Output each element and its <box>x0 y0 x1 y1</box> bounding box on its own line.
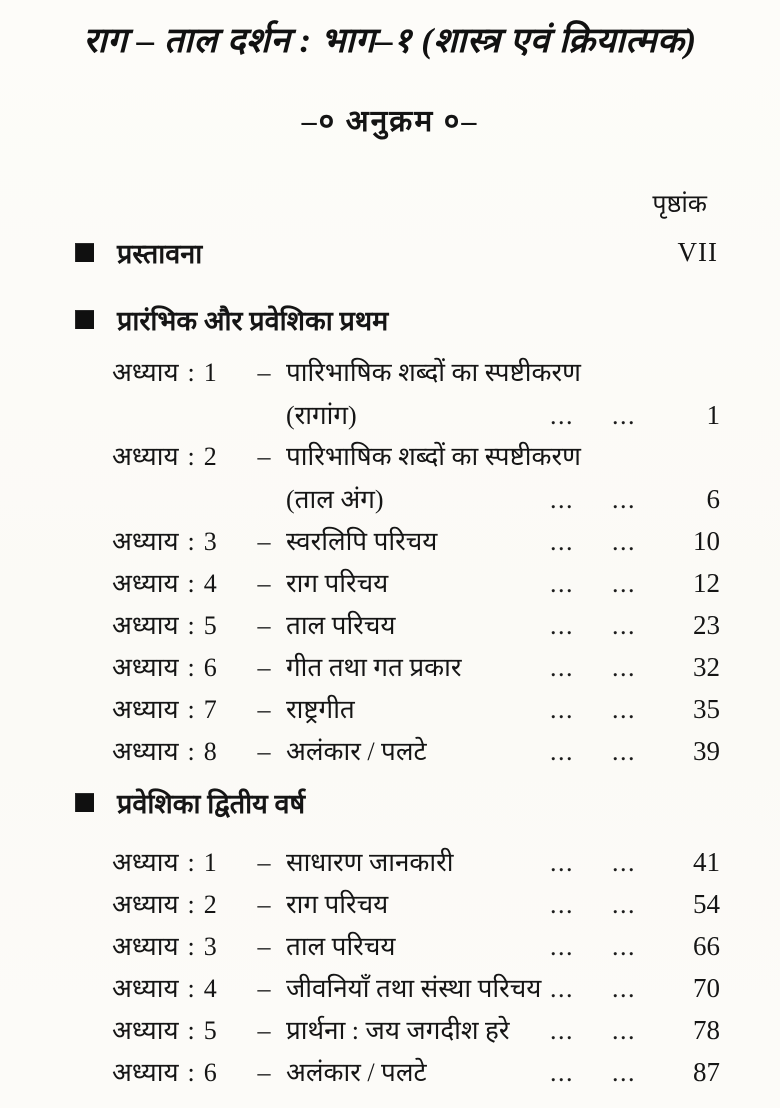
dots-leader: ... <box>612 890 636 919</box>
dash-separator: – <box>257 1016 271 1045</box>
dots-leader: ... <box>612 737 636 766</box>
chapter-list <box>112 352 720 772</box>
dots-leader: ... <box>550 653 574 682</box>
chapter-number-cell <box>112 968 242 1010</box>
colon-separator: : <box>187 1058 195 1087</box>
colon-separator: : <box>187 527 195 556</box>
chapter-title: पारिभाषिक शब्दों का स्पष्टीकरण <box>286 358 581 387</box>
dash-separator: – <box>257 974 271 1003</box>
dots-leader: ... <box>550 737 574 766</box>
preface-row <box>75 234 718 271</box>
chapter-number-cell <box>112 884 242 926</box>
page-number: 70 <box>693 973 720 1003</box>
chapter-title: अलंकार / पलटे <box>286 737 427 766</box>
toc-entry-line <box>112 688 720 730</box>
page-number: 66 <box>693 931 720 961</box>
chapter-label: अध्याय <box>112 974 179 1003</box>
book-title: राग – ताल दर्शन : भाग–१ (शास्त्र एवं क्रियात्मक) <box>83 21 697 60</box>
colon-separator: : <box>187 974 195 1003</box>
dots-leader: ... <box>550 569 574 598</box>
toc-section <box>0 301 780 772</box>
toc-sections <box>0 301 780 1093</box>
chapter-title: ताल परिचय <box>286 932 396 961</box>
dots-leader: ... <box>550 890 574 919</box>
dots-leader: ... <box>550 695 574 724</box>
colon-separator: : <box>187 358 195 387</box>
chapter-number: 1 <box>203 358 217 387</box>
toc-entry-line <box>112 436 720 478</box>
dots-leader: ... <box>612 695 636 724</box>
colon-separator: : <box>187 737 195 766</box>
dots-leader: ... <box>612 527 636 556</box>
dash-separator: – <box>257 1058 271 1087</box>
dots-leader: ... <box>612 401 636 430</box>
chapter-label: अध्याय <box>112 442 179 471</box>
dots-leader: ... <box>612 848 636 877</box>
dash-separator: – <box>257 695 271 724</box>
chapter-title: गीत तथा गत प्रकार <box>286 653 462 682</box>
colon-separator: : <box>187 932 195 961</box>
page-number: 12 <box>693 568 720 598</box>
colon-separator: : <box>187 848 195 877</box>
chapter-number-cell <box>112 563 242 605</box>
toc-entry-line <box>112 394 720 436</box>
toc-entry-line <box>112 646 720 688</box>
chapter-title: (ताल अंग) <box>286 485 384 514</box>
dots-leader: ... <box>612 569 636 598</box>
chapter-label: अध्याय <box>112 932 179 961</box>
page-number: 87 <box>693 1057 720 1087</box>
toc-entry-line <box>112 730 720 772</box>
chapter-label: अध्याय <box>112 569 179 598</box>
section-heading-text: प्रवेशिका द्वितीय वर्ष <box>117 789 306 819</box>
dash-separator: – <box>257 442 271 471</box>
chapter-number-cell <box>112 395 242 437</box>
page-number: 35 <box>693 694 720 724</box>
section-heading-text: प्रारंभिक और प्रवेशिका प्रथम <box>117 306 389 336</box>
page-number-column-header: पृष्ठांक <box>652 191 707 218</box>
toc-entry-line <box>112 883 720 925</box>
chapter-number-cell <box>112 1010 242 1052</box>
toc-entry-line <box>112 562 720 604</box>
chapter-number-cell <box>112 1052 242 1094</box>
dots-leader: ... <box>612 611 636 640</box>
dash-separator: – <box>257 653 271 682</box>
chapter-title: अलंकार / पलटे <box>286 1058 427 1087</box>
chapter-number-cell <box>112 479 242 521</box>
preface-label: प्रस्तावना <box>117 239 203 269</box>
chapter-number: 5 <box>203 611 217 640</box>
colon-separator: : <box>187 442 195 471</box>
dash-separator: – <box>257 569 271 598</box>
toc-entry-line <box>112 841 720 883</box>
dots-leader: ... <box>612 1058 636 1087</box>
dots-leader: ... <box>550 1016 574 1045</box>
chapter-number: 6 <box>203 1058 217 1087</box>
chapter-number: 2 <box>203 890 217 919</box>
chapter-number-cell <box>112 352 242 394</box>
page-number: 10 <box>693 526 720 556</box>
chapter-label: अध्याय <box>112 653 179 682</box>
dash-separator: – <box>257 611 271 640</box>
chapter-label: अध्याय <box>112 848 179 877</box>
chapter-number: 7 <box>203 695 217 724</box>
dash-separator: – <box>257 848 271 877</box>
chapter-label: अध्याय <box>112 890 179 919</box>
chapter-number: 6 <box>203 653 217 682</box>
toc-entry-line <box>112 352 720 394</box>
chapter-label: अध्याय <box>112 527 179 556</box>
colon-separator: : <box>187 1016 195 1045</box>
colon-separator: : <box>187 890 195 919</box>
toc-heading: –० अनुक्रम ०– <box>301 105 479 138</box>
chapter-title: स्वरलिपि परिचय <box>286 527 438 556</box>
chapter-title: (रागांग) <box>286 401 357 430</box>
page-number: 39 <box>693 736 720 766</box>
dots-leader: ... <box>550 611 574 640</box>
dots-leader: ... <box>550 1058 574 1087</box>
page-number: 32 <box>693 652 720 682</box>
chapter-number: 1 <box>203 848 217 877</box>
chapter-title: साधारण जानकारी <box>286 848 454 877</box>
chapter-label: अध्याय <box>112 358 179 387</box>
colon-separator: : <box>187 611 195 640</box>
chapter-number: 5 <box>203 1016 217 1045</box>
page-number: 23 <box>693 610 720 640</box>
dots-leader: ... <box>550 848 574 877</box>
toc-entry-line <box>112 1009 720 1051</box>
section-heading <box>75 784 720 821</box>
section-heading <box>75 301 720 338</box>
dash-separator: – <box>257 932 271 961</box>
bullet-square-icon <box>75 310 94 329</box>
toc-entry-line <box>112 967 720 1009</box>
chapter-label: अध्याय <box>112 611 179 640</box>
chapter-number: 3 <box>203 527 217 556</box>
chapter-number: 2 <box>203 442 217 471</box>
page-number: 1 <box>706 400 720 430</box>
chapter-number: 8 <box>203 737 217 766</box>
chapter-number-cell <box>112 731 242 773</box>
dots-leader: ... <box>612 1016 636 1045</box>
page-number: 54 <box>693 889 720 919</box>
chapter-number-cell <box>112 436 242 478</box>
chapter-title: ताल परिचय <box>286 611 396 640</box>
chapter-title: राष्ट्रगीत <box>286 695 355 724</box>
dots-leader: ... <box>612 485 636 514</box>
toc-section <box>0 784 780 1093</box>
chapter-number: 4 <box>203 569 217 598</box>
page-number: 78 <box>693 1015 720 1045</box>
page-number: 41 <box>693 847 720 877</box>
chapter-label: अध्याय <box>112 737 179 766</box>
chapter-label: अध्याय <box>112 1016 179 1045</box>
bullet-square-icon <box>75 793 94 812</box>
toc-entry-line <box>112 520 720 562</box>
chapter-number-cell <box>112 926 242 968</box>
dots-leader: ... <box>550 485 574 514</box>
dash-separator: – <box>257 737 271 766</box>
bullet-square-icon <box>75 243 94 262</box>
dots-leader: ... <box>550 974 574 1003</box>
dots-leader: ... <box>612 974 636 1003</box>
chapter-title: राग परिचय <box>286 890 389 919</box>
colon-separator: : <box>187 569 195 598</box>
chapter-number-cell <box>112 647 242 689</box>
chapter-title: पारिभाषिक शब्दों का स्पष्टीकरण <box>286 442 581 471</box>
chapter-number-cell <box>112 689 242 731</box>
chapter-title: राग परिचय <box>286 569 389 598</box>
toc-entry-line <box>112 925 720 967</box>
dots-leader: ... <box>550 932 574 961</box>
chapter-label: अध्याय <box>112 1058 179 1087</box>
preface-page-number: VII <box>677 237 718 267</box>
dots-leader: ... <box>612 932 636 961</box>
dash-separator: – <box>257 358 271 387</box>
colon-separator: : <box>187 653 195 682</box>
chapter-number-cell <box>112 842 242 884</box>
page-number: 6 <box>706 484 720 514</box>
dots-leader: ... <box>550 527 574 556</box>
toc-entry-line <box>112 604 720 646</box>
chapter-title: प्रार्थना : जय जगदीश हरे <box>286 1016 510 1045</box>
toc-entry-line <box>112 478 720 520</box>
chapter-list <box>112 841 720 1093</box>
chapter-title: जीवनियाँ तथा संस्था परिचय <box>286 974 542 1003</box>
colon-separator: : <box>187 695 195 724</box>
dash-separator: – <box>257 527 271 556</box>
chapter-number-cell <box>112 521 242 563</box>
chapter-label: अध्याय <box>112 695 179 724</box>
chapter-number: 4 <box>203 974 217 1003</box>
chapter-number-cell <box>112 605 242 647</box>
chapter-number: 3 <box>203 932 217 961</box>
dash-separator: – <box>257 890 271 919</box>
toc-entry-line <box>112 1051 720 1093</box>
dots-leader: ... <box>550 401 574 430</box>
dots-leader: ... <box>612 653 636 682</box>
